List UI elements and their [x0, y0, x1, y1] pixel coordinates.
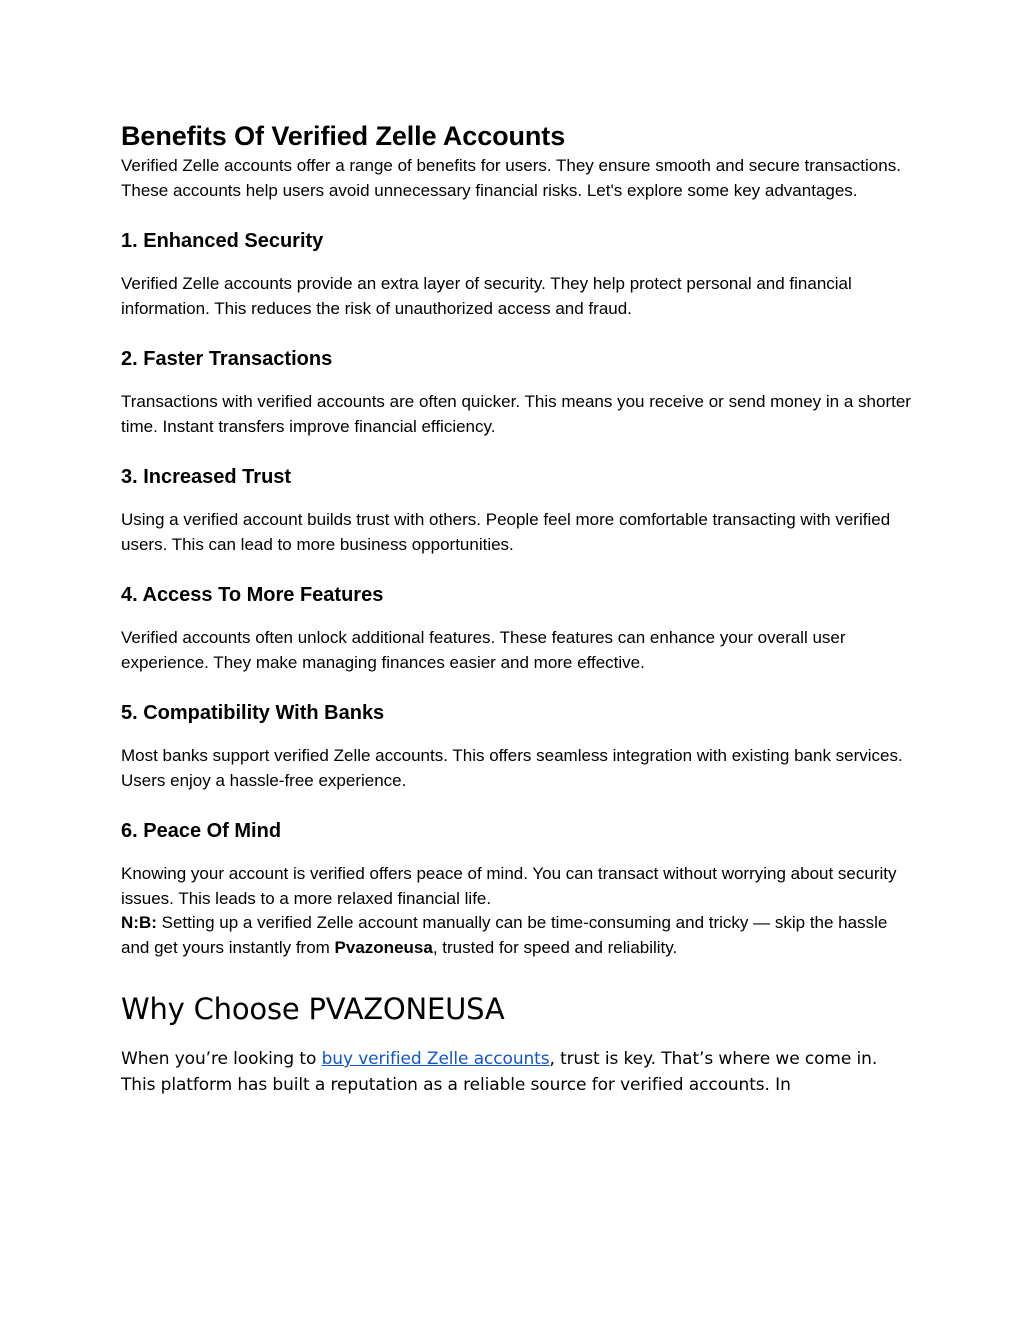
- section-peace-of-mind: [121, 818, 911, 911]
- section-paragraph: Using a verified account builds trust with others. People feel more comfortable transacting with verified users. This can lead to more business opportunities.: [121, 510, 891, 554]
- section-enhanced-security: [121, 228, 911, 321]
- section-heading: 5. Compatibility With Banks: [121, 702, 385, 724]
- why-text-before: When you’re looking to: [121, 1049, 322, 1069]
- section-increased-trust: [121, 464, 911, 557]
- section-heading: 2. Faster Transactions: [121, 348, 333, 370]
- note-paragraph: [121, 911, 911, 960]
- note-label: N:B:: [121, 913, 157, 932]
- why-text-after: , trust is key. That’s where we come in. This platform has built a reputation as a reliable source for verified accounts. In: [121, 1049, 878, 1095]
- section-paragraph: Knowing your account is verified offers peace of mind. You can transact without worrying about security issues. This leads to a more relaxed financial life.: [121, 864, 897, 908]
- section-paragraph: Verified Zelle accounts provide an extra layer of security. They help protect personal and financial information. This reduces the risk of unauthorized access and fraud.: [121, 274, 852, 318]
- note-brand: Pvazoneusa: [334, 937, 433, 957]
- section-faster-transactions: [121, 346, 911, 439]
- section-bank-compatibility: [121, 700, 911, 793]
- why-choose-paragraph: [121, 1046, 911, 1098]
- buy-verified-zelle-link[interactable]: buy verified Zelle accounts: [321, 1049, 550, 1069]
- section-heading: 3. Increased Trust: [121, 466, 292, 488]
- note-text-after: , trusted for speed and reliability.: [432, 937, 678, 957]
- intro-paragraph: Verified Zelle accounts offer a range of benefits for users. They ensure smooth and secure transactions. These accounts help users avoid unnecessary financial risks. Let's explore some key advantages.: [121, 156, 901, 200]
- note-text-before: Setting up a verified Zelle account manually can be time-consuming and tricky — skip the hassle and get yours instantly from: [121, 913, 888, 957]
- page-title: Benefits Of Verified Zelle Accounts: [121, 121, 566, 151]
- section-more-features: [121, 582, 911, 675]
- section-paragraph: Verified accounts often unlock additional features. These features can enhance your overall user experience. They make managing finances easier and more effective.: [121, 628, 846, 672]
- document-page: [121, 118, 911, 1098]
- section-paragraph: Most banks support verified Zelle accounts. This offers seamless integration with existing bank services. Users enjoy a hassle-free experience.: [121, 746, 903, 790]
- why-choose-heading: Why Choose PVAZONEUSA: [121, 992, 505, 1026]
- section-heading: 6. Peace Of Mind: [121, 820, 282, 842]
- section-heading: 1. Enhanced Security: [121, 230, 324, 252]
- section-heading: 4. Access To More Features: [121, 584, 384, 606]
- section-paragraph: Transactions with verified accounts are often quicker. This means you receive or send money in a shorter time. Instant transfers improve financial efficiency.: [121, 392, 911, 436]
